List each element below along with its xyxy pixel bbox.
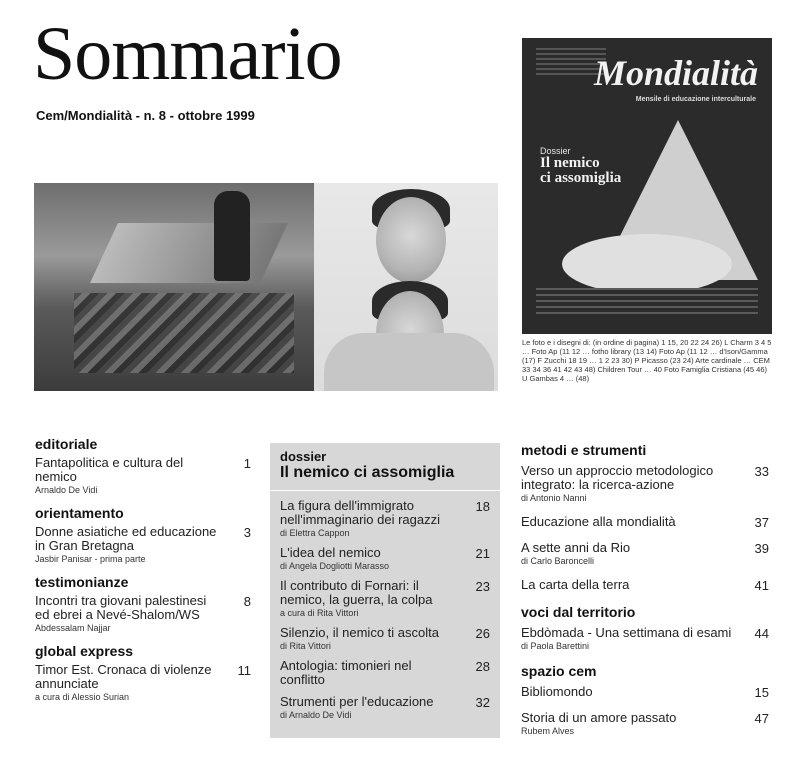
photo-two-young-people xyxy=(314,183,498,391)
toc-entry[interactable]: L'idea del nemico di Angela Dogliotti Marasso 21 xyxy=(280,545,490,571)
page-number: 3 xyxy=(243,525,251,540)
page-number: 8 xyxy=(243,594,251,609)
toc-entry[interactable]: Ebdòmada - Una settimana di esami di Paola Barettini 44 xyxy=(521,625,769,651)
photo-ruined-city xyxy=(34,183,314,391)
dossier-box xyxy=(270,443,500,738)
toc-entry[interactable]: Incontri tra giovani palestinesi ed ebrei a Nevé-Shalom/WS Abdessalam Najjar 8 xyxy=(35,593,251,633)
dossier-title: Il nemico ci assomiglia xyxy=(280,464,455,481)
toc-entry[interactable]: Educazione alla mondialità 37 xyxy=(521,514,769,530)
page-number: 37 xyxy=(754,515,769,530)
cover-brand-sub: Mensile di educazione interculturale xyxy=(635,96,756,103)
page-number: 1 xyxy=(243,456,251,471)
section-heading: orientamento xyxy=(35,505,124,521)
photo-credits: Le foto e i disegni di: (in ordine di pagina) 1 15, 20 22 24 26) L Charm 3 4 5 … Foto Ap (11 12 … fotho library (13 14) Foto Ap (11 12 … d'Ison/Gamma (17) F Zucchi 18 19 … 1 2 23 30) P Picasso (23 24) Arte cardinale … CEM 33 34 36 41 42 43 48) Children Tour … 40 Foto Famiglia Cristiana (45 46) U Gambas 4 … (48) xyxy=(522,338,772,383)
page-number: 15 xyxy=(754,685,769,700)
toc-entry[interactable]: Fantapolitica e cultura del nemico Arnaldo De Vidi 1 xyxy=(35,455,251,495)
divider xyxy=(270,490,500,491)
page-number: 11 xyxy=(237,663,251,678)
issue-info: Cem/Mondialità - n. 8 - ottobre 1999 xyxy=(36,108,255,123)
toc-entry[interactable]: Donne asiatiche ed educazione in Gran Bretagna Jasbir Panisar - prima parte 3 xyxy=(35,524,251,564)
page-number: 23 xyxy=(475,579,490,594)
toc-entry[interactable]: A sette anni da Rio di Carlo Baroncelli 39 xyxy=(521,540,769,566)
cover-dossier-title: Il nemico ci assomiglia xyxy=(540,155,622,186)
page-number: 32 xyxy=(475,695,490,710)
cover-brand: Mondialità xyxy=(593,53,758,93)
toc-entry[interactable]: La figura dell'immigrato nell'immaginario dei ragazzi di Elettra Cappon 18 xyxy=(280,498,490,538)
page-number: 18 xyxy=(475,499,490,514)
magazine-cover xyxy=(522,38,772,334)
page-number: 21 xyxy=(475,546,490,561)
toc-left-column xyxy=(35,436,255,712)
toc-entry[interactable]: La carta della terra 41 xyxy=(521,577,769,593)
toc-entry[interactable]: Bibliomondo 15 xyxy=(521,684,769,700)
section-heading: voci dal territorio xyxy=(521,604,636,620)
toc-entry[interactable]: Verso un approccio metodologico integrato: la ricerca-azione di Antonio Nanni 33 xyxy=(521,463,769,503)
toc-entry[interactable]: Strumenti per l'educazione di Arnaldo De Vidi 32 xyxy=(280,694,490,720)
toc-entry[interactable]: Timor Est. Cronaca di violenze annunciate a cura di Alessio Surian 11 xyxy=(35,662,251,702)
toc-entry[interactable]: Silenzio, il nemico ti ascolta di Rita Vittori 26 xyxy=(280,625,490,651)
section-heading: global express xyxy=(35,643,134,659)
page-number: 44 xyxy=(754,626,769,641)
section-heading: testimonianze xyxy=(35,574,129,590)
page-number: 39 xyxy=(754,541,769,556)
toc-entry[interactable]: Il contributo di Fornari: il nemico, la guerra, la colpa a cura di Rita Vittori 23 xyxy=(280,578,490,618)
dossier-label: dossier xyxy=(280,449,327,464)
toc-entry[interactable]: Storia di un amore passato Rubem Alves 47 xyxy=(521,710,769,736)
toc-right-column xyxy=(521,442,771,748)
cover-dossier-label: Dossier xyxy=(540,146,571,156)
page-title: Sommario xyxy=(33,12,342,96)
page-number: 26 xyxy=(475,626,490,641)
section-heading: metodi e strumenti xyxy=(521,442,647,458)
toc-entry[interactable]: Antologia: timonieri nel conflitto 28 xyxy=(280,658,490,687)
page-number: 47 xyxy=(754,711,769,726)
section-heading: spazio cem xyxy=(521,663,597,679)
page-number: 41 xyxy=(754,578,769,593)
photo-collage xyxy=(34,183,498,391)
page-number: 33 xyxy=(754,464,769,479)
page-number: 28 xyxy=(475,659,490,674)
section-heading: editoriale xyxy=(35,436,98,452)
